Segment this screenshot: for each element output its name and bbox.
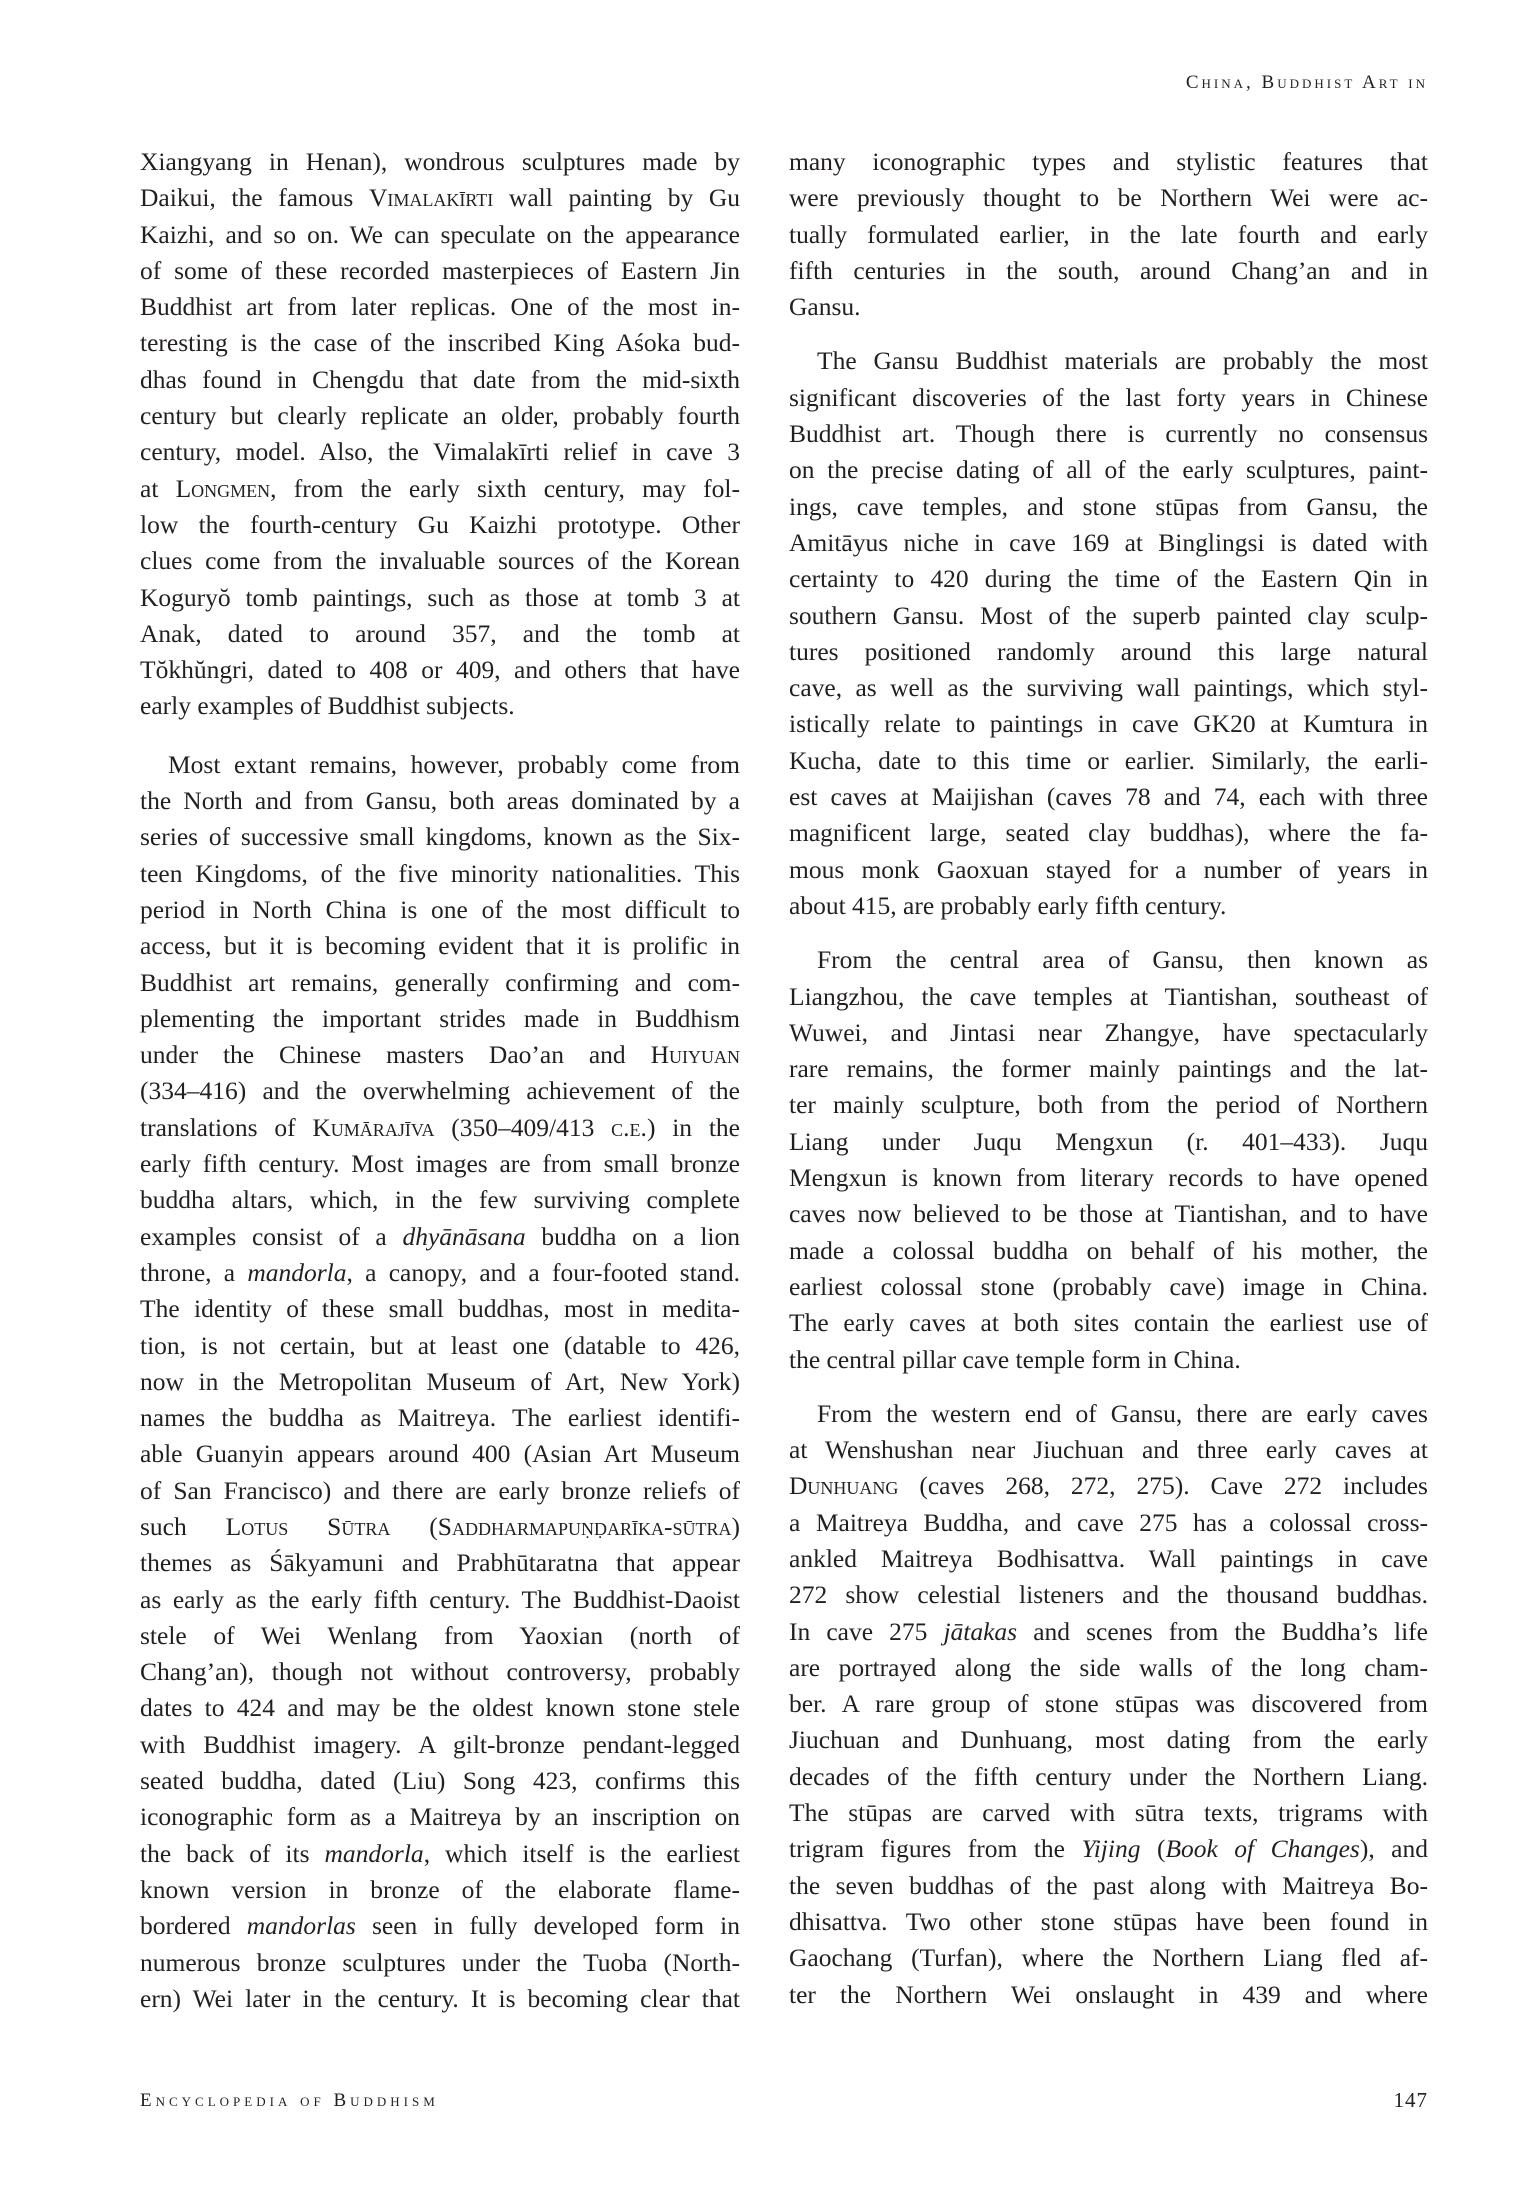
- text-line: [140, 892, 740, 928]
- text-run: In cave 275: [789, 1616, 944, 1646]
- text-line: [140, 362, 740, 398]
- text-run: Gaochang (Turfan), where the Northern Liang fled af-: [789, 1943, 1428, 1973]
- text-run: examples consist of a: [140, 1221, 403, 1251]
- text-run: The identity of these small buddhas, most in medita-: [140, 1294, 740, 1324]
- text-run: period in North China is one of the most difficult to: [140, 894, 740, 924]
- text-run: tually formulated earlier, in the late fourth and early: [789, 219, 1428, 249]
- text-line: [140, 1908, 740, 1944]
- text-line: [140, 1146, 740, 1182]
- text-run: a Maitreya Buddha, and cave 275 has a colossal cross-: [789, 1507, 1428, 1537]
- text-run: ber. A rare group of stone stūpas was discovered from: [789, 1689, 1428, 1719]
- italic-term: jātakas: [943, 1616, 1018, 1646]
- text-run: buddha on a lion: [525, 1221, 740, 1251]
- text-line: [789, 670, 1428, 706]
- text-run: tures positioned randomly around this large natural: [789, 636, 1428, 666]
- text-line: [140, 1545, 740, 1581]
- left-column: [140, 144, 740, 2039]
- text-run: certainty to 420 during the time of the Eastern Qin in: [789, 564, 1428, 594]
- paragraph: [789, 144, 1428, 325]
- text-line: [789, 779, 1428, 815]
- text-run: significant discoveries of the last forty years in Chinese: [789, 382, 1428, 412]
- paragraph: [140, 144, 740, 725]
- text-run: dates to 424 and may be the oldest known stone stele: [140, 1693, 740, 1723]
- text-run: The Gansu Buddhist materials are probably the most: [817, 346, 1428, 376]
- text-run: teen Kingdoms, of the five minority nationalities. This: [140, 858, 740, 888]
- text-run: are portrayed along the side walls of the long cham-: [789, 1652, 1428, 1682]
- text-run: throne, a: [140, 1257, 248, 1287]
- text-line: [140, 1473, 740, 1509]
- text-line: [140, 471, 740, 507]
- text-run: bordered: [140, 1911, 247, 1941]
- text-line: [789, 1831, 1428, 1867]
- text-line: [140, 747, 740, 783]
- text-line: [789, 416, 1428, 452]
- text-run: the back of its: [140, 1838, 325, 1868]
- text-line: [140, 253, 740, 289]
- italic-term: mandorla: [324, 1838, 424, 1868]
- footer-book-title: Encyclopedia of Buddhism: [140, 2090, 439, 2111]
- text-run: (334–416) and the overwhelming achievement of the: [140, 1076, 740, 1106]
- text-run: of San Francisco) and there are early bronze reliefs of: [140, 1475, 740, 1505]
- italic-term: Book of Changes: [1165, 1834, 1360, 1864]
- text-line: [140, 783, 740, 819]
- text-run: buddha altars, which, in the few surviving complete: [140, 1185, 740, 1215]
- text-run: , from the early sixth century, may fol-: [270, 473, 740, 503]
- text-line: [140, 652, 740, 688]
- text-line: [789, 1940, 1428, 1976]
- text-line: [140, 856, 740, 892]
- page-number: 147: [1393, 2088, 1428, 2112]
- text-run: Tŏkhŭngri, dated to 408 or 409, and others that have: [140, 655, 740, 685]
- text-run: (: [390, 1511, 438, 1541]
- text-line: [140, 1799, 740, 1835]
- text-line: [140, 325, 740, 361]
- text-line: [140, 507, 740, 543]
- text-run: Buddhist art. Though there is currently no consensus: [789, 419, 1428, 449]
- text-run: Most extant remains, however, probably come from: [168, 749, 740, 779]
- small-caps-term: Huiyuan: [650, 1040, 740, 1070]
- text-run: Chang’an), though not without controversy, probably: [140, 1657, 740, 1687]
- text-run: fifth centuries in the south, around Chang’an and in: [789, 255, 1428, 285]
- small-caps-term: Vimalakīrti: [368, 183, 494, 213]
- text-line: [789, 1124, 1428, 1160]
- small-caps-term: Saddharmapuṇḍarīka-sūtra: [437, 1511, 732, 1541]
- text-run: teresting is the case of the inscribed King Aśoka bud-: [140, 328, 740, 358]
- text-run: trigram figures from the: [789, 1834, 1082, 1864]
- text-run: mous monk Gaoxuan stayed for a number of years in: [789, 854, 1428, 884]
- text-line: [789, 1015, 1428, 1051]
- paragraph: [789, 942, 1428, 1378]
- paragraph: [789, 343, 1428, 924]
- italic-term: mandorla: [247, 1257, 347, 1287]
- text-line: [140, 1364, 740, 1400]
- text-run: at Wenshushan near Jiuchuan and three early caves at: [789, 1435, 1428, 1465]
- text-line: [140, 180, 740, 216]
- text-run: earliest colossal stone (probably cave) image in China.: [789, 1271, 1428, 1301]
- text-run: and scenes from the Buddha’s life: [1017, 1616, 1428, 1646]
- text-run: themes as Śākyamuni and Prabhūtaratna that appear: [140, 1548, 740, 1578]
- small-caps-term: Lotus Sūtra: [225, 1511, 391, 1541]
- text-line: [140, 1110, 740, 1146]
- text-line: [789, 217, 1428, 253]
- text-run: early examples of Buddhist subjects.: [140, 691, 515, 721]
- text-line: [140, 1981, 740, 2017]
- text-run: the North and from Gansu, both areas dominated by a: [140, 786, 740, 816]
- text-line: [789, 1342, 1428, 1378]
- text-line: [789, 1541, 1428, 1577]
- text-line: [789, 1795, 1428, 1831]
- text-line: [789, 1577, 1428, 1613]
- text-run: Buddhist art from later replicas. One of the most in-: [140, 292, 740, 322]
- text-line: [140, 1872, 740, 1908]
- text-line: [789, 743, 1428, 779]
- text-line: [789, 1759, 1428, 1795]
- text-line: [789, 1650, 1428, 1686]
- text-run: 272 show celestial listeners and the thousand buddhas.: [789, 1580, 1428, 1610]
- text-line: [140, 1582, 740, 1618]
- text-run: Amitāyus niche in cave 169 at Binglingsi is dated with: [789, 527, 1428, 557]
- text-run: The early caves at both sites contain the earliest use of: [789, 1308, 1428, 1338]
- italic-term: dhyānāsana: [402, 1221, 526, 1251]
- text-run: Koguryŏ tomb paintings, such as those at tomb 3 at: [140, 582, 740, 612]
- text-line: [140, 434, 740, 470]
- text-run: Xiangyang in Henan), wondrous sculptures made by: [140, 147, 740, 176]
- text-line: [789, 942, 1428, 978]
- text-line: [140, 1763, 740, 1799]
- text-line: [789, 489, 1428, 525]
- small-caps-term: c.e.: [611, 1112, 647, 1142]
- text-run: Wuwei, and Jintasi near Zhangye, have spectacularly: [789, 1017, 1428, 1047]
- text-run: of some of these recorded masterpieces of Eastern Jin: [140, 255, 740, 285]
- text-run: stele of Wei Wenlang from Yaoxian (north of: [140, 1620, 740, 1650]
- text-line: [140, 217, 740, 253]
- text-line: [140, 1727, 740, 1763]
- text-line: [140, 1182, 740, 1218]
- text-run: now in the Metropolitan Museum of Art, New York): [140, 1366, 740, 1396]
- text-line: [140, 1509, 740, 1545]
- text-run: numerous bronze sculptures under the Tuoba (North-: [140, 1947, 740, 1977]
- text-line: [140, 1255, 740, 1291]
- text-line: [789, 1396, 1428, 1432]
- text-line: [140, 398, 740, 434]
- text-line: [789, 1233, 1428, 1269]
- text-line: [140, 543, 740, 579]
- text-run: translations of: [140, 1112, 313, 1142]
- text-line: [140, 1945, 740, 1981]
- text-line: [140, 688, 740, 724]
- text-run: , a canopy, and a four-footed stand.: [346, 1257, 741, 1287]
- text-line: [140, 819, 740, 855]
- text-line: [789, 561, 1428, 597]
- text-line: [140, 965, 740, 1001]
- small-caps-term: Kumārajīva: [312, 1112, 435, 1142]
- text-run: iconographic form as a Maitreya by an inscription on: [140, 1802, 740, 1832]
- text-line: [789, 598, 1428, 634]
- text-run: dhisattva. Two other stone stūpas have been found in: [789, 1906, 1428, 1936]
- italic-term: Yijing: [1081, 1834, 1141, 1864]
- text-line: [140, 1690, 740, 1726]
- text-line: [789, 888, 1428, 924]
- text-line: [140, 1328, 740, 1364]
- text-line: [789, 253, 1428, 289]
- text-line: [789, 706, 1428, 742]
- text-run: about 415, are probably early fifth century.: [789, 890, 1227, 920]
- text-line: [140, 1001, 740, 1037]
- text-run: wall painting by Gu: [493, 183, 741, 213]
- text-line: [789, 1904, 1428, 1940]
- text-line: [140, 616, 740, 652]
- text-run: seated buddha, dated (Liu) Song 423, confirms this: [140, 1766, 740, 1796]
- text-run: with Buddhist imagery. A gilt-bronze pendant-legged: [140, 1729, 740, 1759]
- text-line: [140, 1037, 740, 1073]
- text-line: [789, 1160, 1428, 1196]
- text-line: [789, 1722, 1428, 1758]
- text-line: [789, 1087, 1428, 1123]
- text-run: the seven buddhas of the past along with Maitreya Bo-: [789, 1870, 1428, 1900]
- small-caps-term: Longmen: [175, 473, 271, 503]
- text-line: [789, 1614, 1428, 1650]
- text-run: known version in bronze of the elaborate flame-: [140, 1874, 740, 1904]
- text-line: [789, 380, 1428, 416]
- text-run: southern Gansu. Most of the superb painted clay sculp-: [789, 600, 1428, 630]
- text-run: century but clearly replicate an older, probably fourth: [140, 401, 740, 431]
- text-run: (: [1140, 1834, 1166, 1864]
- text-run: ankled Maitreya Bodhisattva. Wall paintings in cave: [789, 1543, 1428, 1573]
- text-line: [789, 1432, 1428, 1468]
- text-run: From the western end of Gansu, there are early caves: [817, 1398, 1428, 1428]
- text-run: such: [140, 1511, 226, 1541]
- text-line: [789, 1686, 1428, 1722]
- text-run: rare remains, the former mainly paintings and the lat-: [789, 1054, 1428, 1084]
- text-run: ter mainly sculpture, both from the period of Northern: [789, 1090, 1428, 1120]
- text-run: istically relate to paintings in cave GK20 at Kumtura in: [789, 709, 1428, 739]
- text-line: [789, 852, 1428, 888]
- right-column: [789, 144, 1428, 2031]
- text-run: Kucha, date to this time or earlier. Similarly, the earli-: [789, 745, 1428, 775]
- text-line: [789, 1868, 1428, 1904]
- small-caps-term: Dunhuang: [789, 1471, 899, 1501]
- text-run: seen in fully developed form in: [355, 1911, 740, 1941]
- text-line: [789, 452, 1428, 488]
- text-run: caves now believed to be those at Tiantishan, and to have: [789, 1199, 1428, 1229]
- running-head: China, Buddhist Art in: [1185, 72, 1428, 93]
- text-run: Kaizhi, and so on. We can speculate on the appearance: [140, 219, 740, 249]
- text-run: Jiuchuan and Dunhuang, most dating from the early: [789, 1725, 1428, 1755]
- text-run: many iconographic types and stylistic features that: [789, 147, 1428, 176]
- text-line: [140, 144, 740, 180]
- text-run: Mengxun is known from literary records to have opened: [789, 1163, 1428, 1193]
- text-run: cave, as well as the surviving wall paintings, which styl-: [789, 673, 1428, 703]
- text-run: series of successive small kingdoms, known as the Six-: [140, 822, 740, 852]
- text-line: [789, 180, 1428, 216]
- text-line: [140, 1291, 740, 1327]
- text-run: early fifth century. Most images are from small bronze: [140, 1149, 740, 1179]
- text-run: low the fourth-century Gu Kaizhi prototype. Other: [140, 509, 740, 539]
- text-run: under the Chinese masters Dao’an and: [140, 1040, 651, 1070]
- text-run: as early as the early fifth century. The Buddhist-Daoist: [140, 1584, 740, 1614]
- text-line: [140, 1654, 740, 1690]
- text-run: Liangzhou, the cave temples at Tiantishan, southeast of: [789, 981, 1428, 1011]
- text-run: (350–409/413: [434, 1112, 612, 1142]
- text-run: names the buddha as Maitreya. The earliest identifi-: [140, 1403, 740, 1433]
- text-run: Daikui, the famous: [140, 183, 369, 213]
- text-line: [789, 1269, 1428, 1305]
- text-run: Buddhist art remains, generally confirming and com-: [140, 967, 740, 997]
- text-run: The stūpas are carved with sūtra texts, trigrams with: [789, 1798, 1428, 1828]
- text-line: [140, 1400, 740, 1436]
- text-line: [789, 144, 1428, 180]
- text-run: decades of the fifth century under the Northern Liang.: [789, 1761, 1428, 1791]
- text-run: , which itself is the earliest: [423, 1838, 740, 1868]
- text-run: plementing the important strides made in Buddhism: [140, 1003, 740, 1033]
- text-run: clues come from the invaluable sources of the Korean: [140, 546, 740, 576]
- text-run: ings, cave temples, and stone stūpas from Gansu, the: [789, 491, 1428, 521]
- text-line: [140, 1836, 740, 1872]
- text-run: From the central area of Gansu, then known as: [817, 945, 1428, 975]
- text-line: [789, 979, 1428, 1015]
- text-line: [140, 928, 740, 964]
- text-run: made a colossal buddha on behalf of his mother, the: [789, 1235, 1428, 1265]
- text-line: [789, 343, 1428, 379]
- text-line: [789, 1977, 1428, 2013]
- text-line: [789, 815, 1428, 851]
- text-line: [140, 1618, 740, 1654]
- text-line: [789, 289, 1428, 325]
- text-line: [789, 1305, 1428, 1341]
- text-run: tion, is not certain, but at least one (datable to 426,: [140, 1330, 740, 1360]
- text-run: est caves at Maijishan (caves 78 and 74, each with three: [789, 782, 1428, 812]
- paragraph: [789, 1396, 1428, 2013]
- text-run: Anak, dated to around 357, and the tomb at: [140, 618, 740, 648]
- text-run: Liang under Juqu Mengxun (r. 401–433). Juqu: [789, 1126, 1428, 1156]
- text-line: [789, 1468, 1428, 1504]
- text-run: were previously thought to be Northern Wei were ac-: [789, 183, 1428, 213]
- text-run: at: [140, 473, 176, 503]
- text-run: dhas found in Chengdu that date from the mid-sixth: [140, 364, 740, 394]
- text-run: (caves 268, 272, 275). Cave 272 includes: [898, 1471, 1428, 1501]
- text-line: [140, 289, 740, 325]
- text-run: ter the Northern Wei onslaught in 439 and where: [789, 1979, 1428, 2009]
- text-line: [789, 525, 1428, 561]
- text-line: [789, 634, 1428, 670]
- text-run: the central pillar cave temple form in China.: [789, 1344, 1241, 1374]
- text-run: century, model. Also, the Vimalakīrti relief in cave 3: [140, 437, 740, 467]
- text-run: on the precise dating of all of the early sculptures, paint-: [789, 455, 1428, 485]
- text-run: able Guanyin appears around 400 (Asian Art Museum: [140, 1439, 740, 1469]
- text-run: ), and: [1359, 1834, 1428, 1864]
- paragraph: [140, 747, 740, 2017]
- text-run: ern) Wei later in the century. It is becoming clear that: [140, 1983, 740, 2013]
- text-run: Gansu.: [789, 292, 861, 322]
- italic-term: mandorlas: [246, 1911, 356, 1941]
- text-line: [140, 1219, 740, 1255]
- text-run: ): [731, 1511, 740, 1541]
- text-line: [140, 580, 740, 616]
- text-run: magnificent large, seated clay buddhas), where the fa-: [789, 818, 1428, 848]
- text-line: [789, 1505, 1428, 1541]
- text-line: [140, 1436, 740, 1472]
- text-line: [789, 1051, 1428, 1087]
- text-run: ) in the: [646, 1112, 741, 1142]
- text-run: access, but it is becoming evident that it is prolific in: [140, 931, 740, 961]
- text-line: [140, 1073, 740, 1109]
- text-line: [789, 1196, 1428, 1232]
